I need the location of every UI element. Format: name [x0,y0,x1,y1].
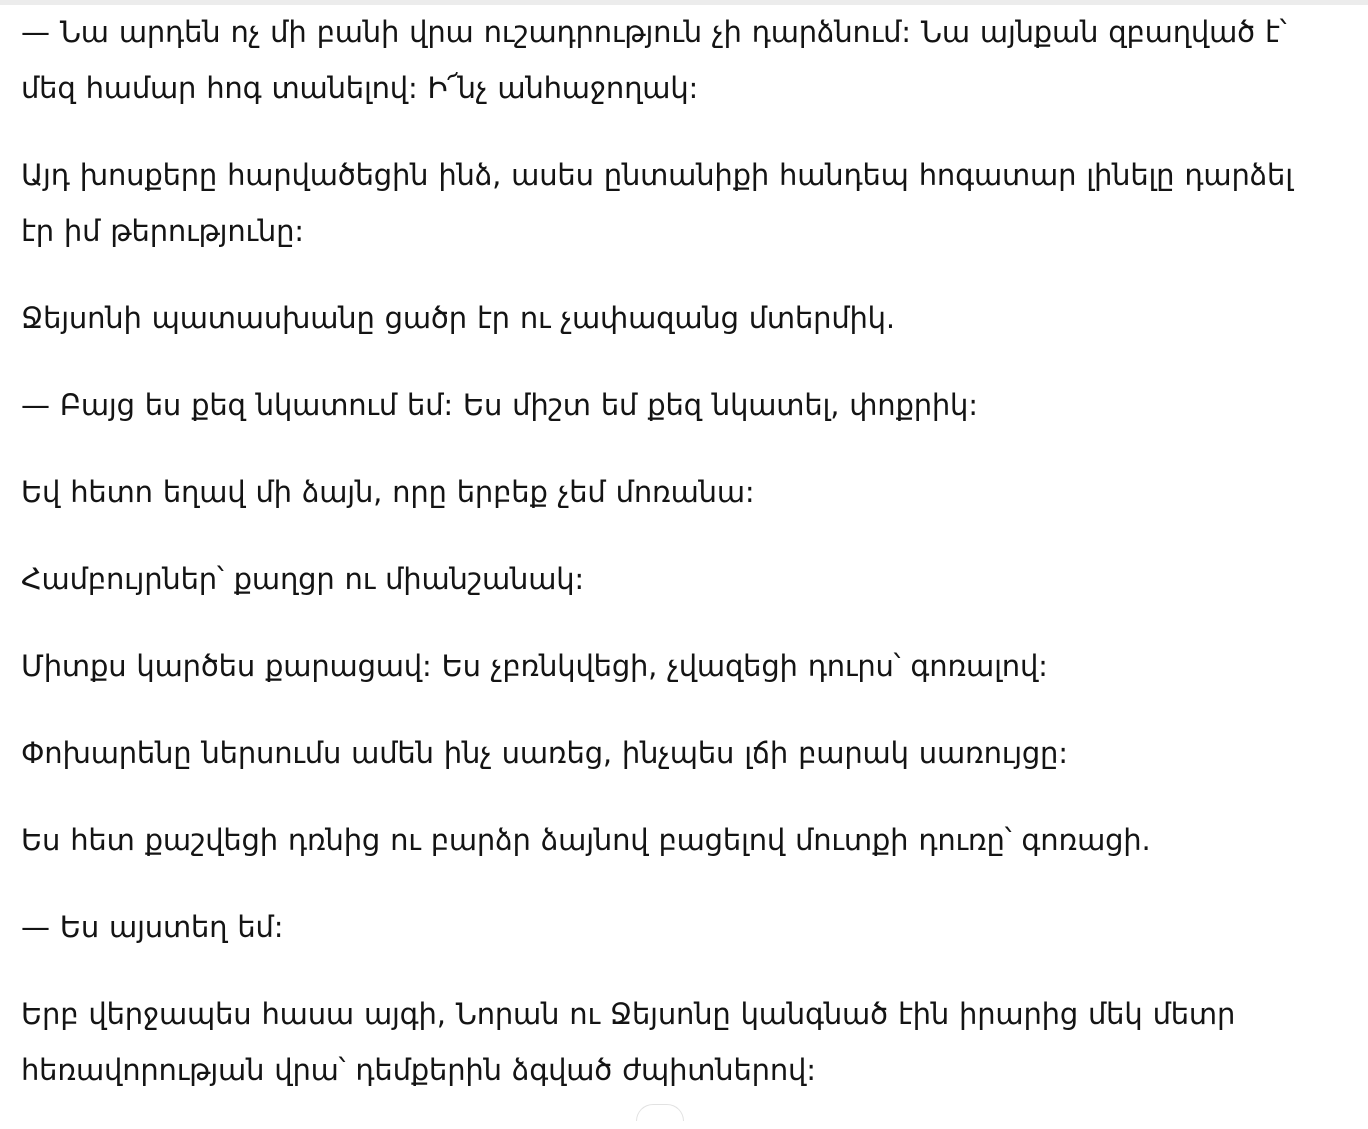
paragraph-2: Այդ խոսքերը հարվածեցին ինձ, ասես ընտանիքի հանդեպ հոգատար լինելը դարձել էր իմ թերությունը: [21,158,1293,248]
paragraph-6: Համբույրներ՝ քաղցր ու միանշանակ: [21,562,584,596]
paragraph-5: Եվ հետո եղավ մի ձայն, որը երբեք չեմ մոռանա: [21,475,755,509]
paragraph-10: — Ես այստեղ եմ: [21,910,284,944]
paragraph-9: Ես հետ քաշվեցի դռնից ու բարձր ձայնով բացելով մուտքի դուռը՝ գոռացի. [21,823,1151,857]
paragraph-7: Միտքս կարծես քարացավ: Ես չբռնկվեցի, չվազեցի դուրս՝ գոռալով: [21,649,1048,683]
paragraph-4: — Բայց ես քեզ նկատում եմ: Ես միշտ եմ քեզ նկատել, փոքրիկ: [21,388,978,422]
paragraph-1: — Նա արդեն ոչ մի բանի վրա ուշադրություն չի դարձնում: Նա այնքան զբաղված է՝ մեզ համար հոգ տանելով: Ի՜նչ անհաջողակ: [21,15,1287,105]
story-text [21,4,1311,1129]
scroll-down-button[interactable] [636,1104,684,1121]
paragraph-11: Երբ վերջապես հասա այգի, Նորան ու Ջեյսոնը կանգնած էին իրարից մեկ մետր հեռավորության վրա՝ դեմքերին ձգված ժպիտներով: [21,997,1236,1087]
paragraph-8: Փոխարենը ներսումս ամեն ինչ սառեց, ինչպես լճի բարակ սառույցը: [21,736,1068,770]
paragraph-3: Ջեյսոնի պատասխանը ցածր էր ու չափազանց մտերմիկ. [21,301,895,335]
